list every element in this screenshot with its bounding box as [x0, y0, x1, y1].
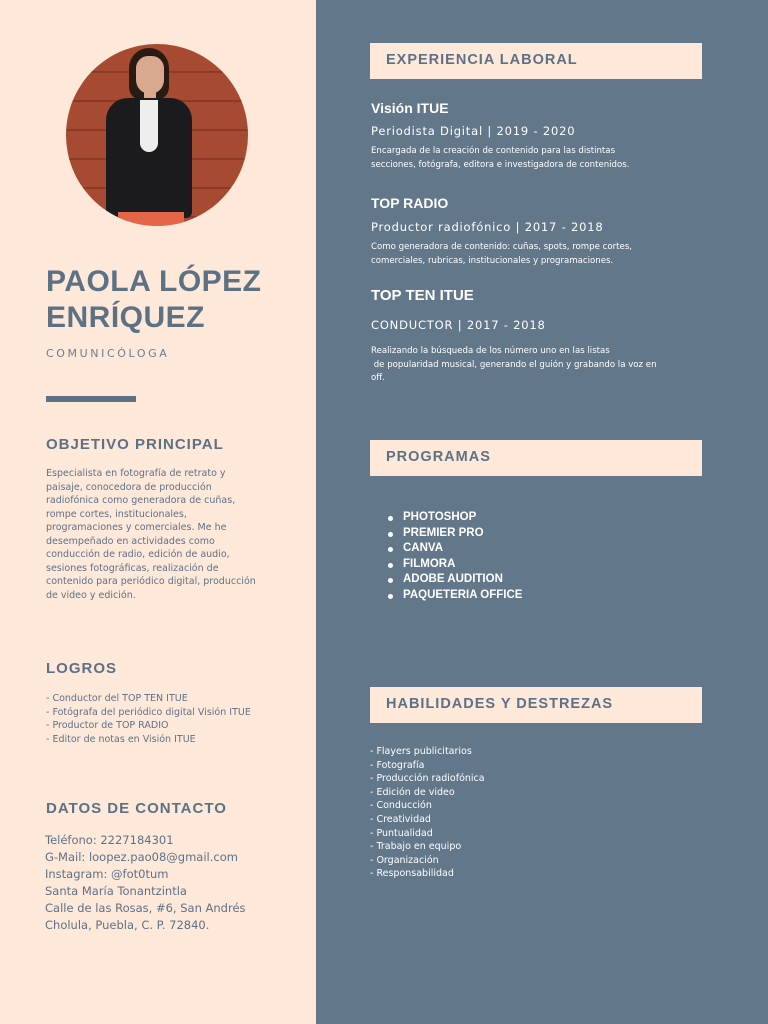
programs-banner [370, 440, 702, 476]
skills-list [370, 745, 485, 881]
objective-line: programaciones y comerciales. Me he [46, 522, 227, 533]
skill-item: - Responsabilidad [370, 868, 454, 880]
job-description [371, 241, 696, 268]
program-label: PAQUETERIA OFFICE [403, 588, 523, 601]
program-item [388, 588, 522, 604]
program-item [388, 510, 522, 526]
bullet-icon [388, 578, 393, 583]
program-label: PREMIER PRO [403, 526, 484, 539]
programs-heading: PROGRAMAS [386, 449, 491, 465]
bullet-icon [388, 594, 393, 599]
program-label: CANVA [403, 542, 444, 554]
program-item [388, 526, 522, 542]
contact-info [45, 832, 305, 934]
skill-item: - Fotografía [370, 759, 425, 771]
contact-address-line: Santa María Tonantzintla [45, 884, 187, 898]
job-org: Visión ITUE [371, 100, 449, 116]
program-label: FILMORA [403, 557, 456, 570]
bullet-icon [388, 563, 393, 568]
name-line-1: PAOLA LÓPEZ [46, 265, 262, 298]
experience-heading: EXPERIENCIA LABORAL [386, 52, 578, 68]
left-column [0, 0, 316, 1024]
job-org: TOP TEN ITUE [371, 287, 474, 304]
objective-heading: OBJETIVO PRINCIPAL [46, 436, 224, 453]
experience-banner [370, 43, 702, 79]
objective-line: de video y edición. [46, 589, 136, 601]
job-desc-line: Encargada de la creación de contenido para las distintas [371, 146, 616, 156]
program-item [388, 541, 522, 557]
job-title: Productor radiofónico | 2017 - 2018 [371, 220, 604, 234]
objective-line: sesiones fotográficas, realización de [46, 562, 219, 574]
person-name [46, 264, 306, 336]
achievements-heading: LOGROS [46, 660, 118, 677]
skill-item: - Flayers publicitarios [370, 746, 472, 757]
objective-text [46, 467, 274, 602]
objective-line: conducción de radio, edición de audio, [46, 549, 230, 560]
skill-item: - Producción radiofónica [370, 773, 485, 785]
program-item [388, 572, 522, 588]
programs-list [388, 510, 522, 603]
skills-heading: HABILIDADES Y DESTREZAS [386, 696, 614, 712]
achievement-item: - Productor de TOP RADIO [46, 720, 169, 731]
skill-item: - Puntualidad [370, 827, 433, 839]
job-org: TOP RADIO [371, 195, 449, 211]
contact-heading: DATOS DE CONTACTO [46, 800, 227, 817]
objective-line: Especialista en fotografía de retrato y [46, 468, 226, 479]
achievement-item: - Conductor del TOP TEN ITUE [46, 693, 188, 704]
photo-face [136, 56, 164, 94]
skill-item: - Trabajo en equipo [370, 841, 462, 853]
job-desc-line: secciones, fotógrafa, editora e investigadora de contenidos. [371, 159, 630, 170]
job-description [371, 345, 696, 386]
contact-address-line: Calle de las Rosas, #6, San Andrés [45, 901, 246, 915]
photo-pants [118, 212, 184, 226]
achievements-list [46, 692, 306, 746]
objective-line: paisaje, conocedora de producción [46, 481, 212, 493]
contact-email: G-Mail: loopez.pao08@gmail.com [45, 850, 238, 864]
objective-line: rompe cortes, institucionales, [46, 508, 187, 520]
objective-line: desempeñado en actividades como [46, 535, 215, 547]
skill-item: - Organización [370, 854, 439, 866]
job-desc-line: de popularidad musical, generando el guión y grabando la voz en [371, 359, 657, 370]
program-item [388, 557, 522, 573]
contact-address-line: Cholula, Puebla, C. P. 72840. [45, 918, 210, 932]
bullet-icon [388, 516, 393, 521]
job-role: COMUNICÓLOGA [46, 347, 170, 360]
skill-item: - Edición de video [370, 786, 455, 798]
profile-photo [66, 44, 248, 226]
program-label: ADOBE AUDITION [403, 573, 503, 585]
bullet-icon [388, 547, 393, 552]
job-title: CONDUCTOR | 2017 - 2018 [371, 318, 546, 332]
achievement-item: - Editor de notas en Visión ITUE [46, 733, 196, 745]
photo-shirt [140, 100, 158, 152]
section-divider [46, 396, 136, 402]
program-label: PHOTOSHOP [403, 511, 477, 523]
contact-instagram: Instagram: @fot0tum [45, 867, 169, 881]
job-desc-line: Como generadora de contenido: cuñas, spots, rompe cortes, [371, 242, 633, 252]
name-line-2: ENRÍQUEZ [46, 301, 206, 334]
job-title: Periodista Digital | 2019 - 2020 [371, 124, 576, 138]
achievement-item: - Fotógrafa del periódico digital Visión ITUE [46, 706, 251, 718]
job-description [371, 145, 696, 172]
job-desc-line: Realizando la búsqueda de los número uno en las listas [371, 346, 610, 356]
contact-phone: Teléfono: 2227184301 [45, 833, 174, 847]
objective-line: radiofónica como generadora de cuñas, [46, 495, 236, 506]
objective-line: contenido para periódico digital, producción [46, 576, 256, 587]
job-desc-line: comerciales, rubricas, institucionales y programaciones. [371, 255, 614, 266]
skills-banner [370, 687, 702, 723]
skill-item: - Conducción [370, 800, 432, 812]
skill-item: - Creatividad [370, 813, 431, 825]
bullet-icon [388, 532, 393, 537]
job-desc-line: off. [371, 373, 385, 383]
